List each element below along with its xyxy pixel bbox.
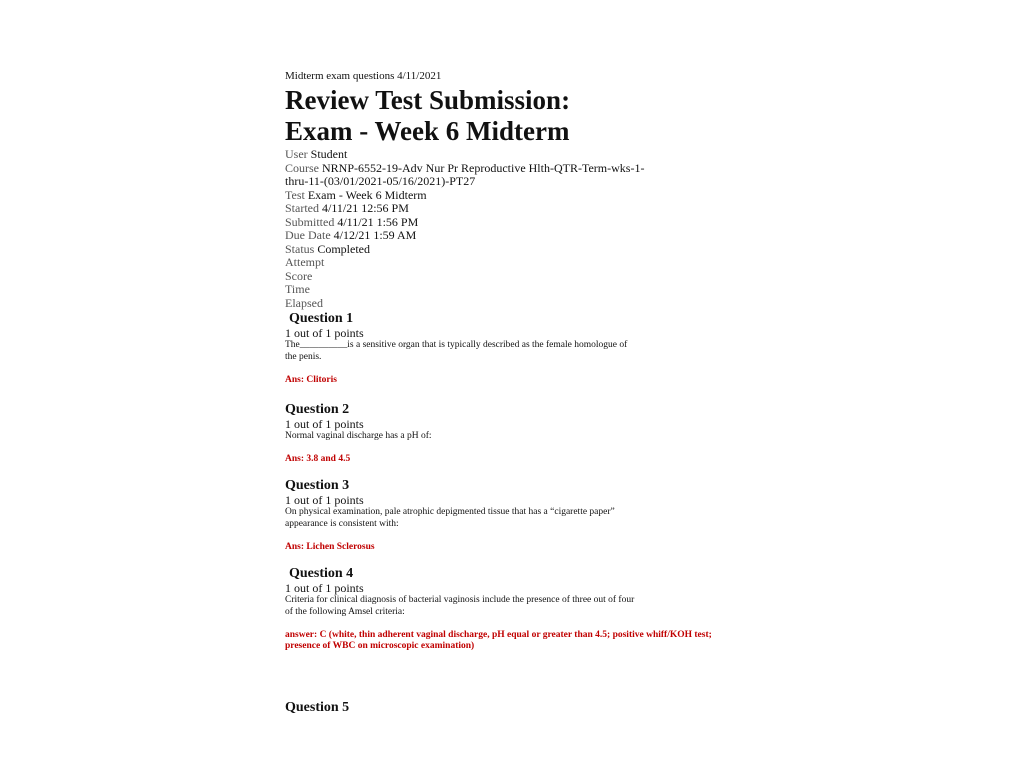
document-page [285,70,745,716]
question-answer: Ans: Clitoris [285,375,337,385]
meta-key: Attempt [285,255,325,269]
meta-key: User [285,147,308,161]
question-title: Question 5 [285,700,350,715]
question-points: 1 out of 1 points [285,493,364,507]
meta-key: Due Date [285,228,331,242]
question-4 [285,566,745,652]
question-text: Criteria for clinical diagnosis of bacterial vaginosis include the presence of three out of four of the following Amsel criteria: [285,595,635,617]
meta-key: Started [285,201,319,215]
meta-submitted [285,216,745,230]
meta-value: 4/12/21 1:59 AM [333,228,417,242]
page-title [285,85,745,147]
question-text: On physical examination, pale atrophic depigmented tissue that has a “cigarette paper” appearance is consistent with: [285,507,615,529]
question-answer: answer: C (white, thin adherent vaginal discharge, pH equal or greater than 4.5; positive whiff/KOH test; presence of WBC on microscopic examination) [285,630,712,651]
meta-value: 4/11/21 1:56 PM [337,214,419,229]
meta-score [285,270,745,284]
meta-due-date [285,229,745,243]
meta-key: Elapsed [285,295,323,310]
meta-status [285,243,745,257]
meta-course [285,162,645,189]
question-title: Question 4 [289,566,354,581]
question-title: Question 1 [289,311,354,326]
submission-meta [285,148,745,310]
question-text: Normal vaginal discharge has a pH of: [285,431,432,441]
question-5 [285,700,745,716]
meta-value: Student [310,147,348,161]
meta-time [285,283,745,297]
meta-key: Course [285,160,319,175]
question-title: Question 2 [285,402,350,417]
question-points: 1 out of 1 points [285,581,364,595]
meta-key: Time [285,282,310,296]
meta-attempt [285,256,745,270]
page-title-line1: Review Test Submission: [285,85,571,115]
meta-value: NRNP-6552-19-Adv Nur Pr Reproductive Hlth-QTR-Term-wks-1-thru-11-(03/01/2021-05/16/2021)-PT27 [285,160,645,188]
meta-key: Test [285,187,305,202]
question-1 [285,311,745,386]
question-points: 1 out of 1 points [285,417,364,431]
meta-value: Completed [317,241,371,256]
meta-started [285,202,745,216]
meta-key: Status [285,241,315,256]
meta-test [285,189,745,203]
meta-value: Exam - Week 6 Midterm [307,187,427,202]
question-answer: Ans: 3.8 and 4.5 [285,454,351,464]
meta-user [285,148,745,162]
page-title-line2: Exam - Week 6 Midterm [285,116,570,146]
meta-elapsed [285,297,745,311]
question-answer: Ans: Lichen Sclerosus [285,542,375,552]
question-3 [285,478,745,553]
question-text: The__________is a sensitive organ that is typically described as the female homologue of the penis. [285,340,628,362]
question-title: Question 3 [285,478,350,493]
question-2 [285,402,745,465]
document-pretitle: Midterm exam questions 4/11/2021 [285,70,442,82]
question-points: 1 out of 1 points [285,326,364,340]
meta-key: Submitted [285,214,335,229]
meta-key: Score [285,268,313,283]
meta-value: 4/11/21 12:56 PM [322,201,409,215]
